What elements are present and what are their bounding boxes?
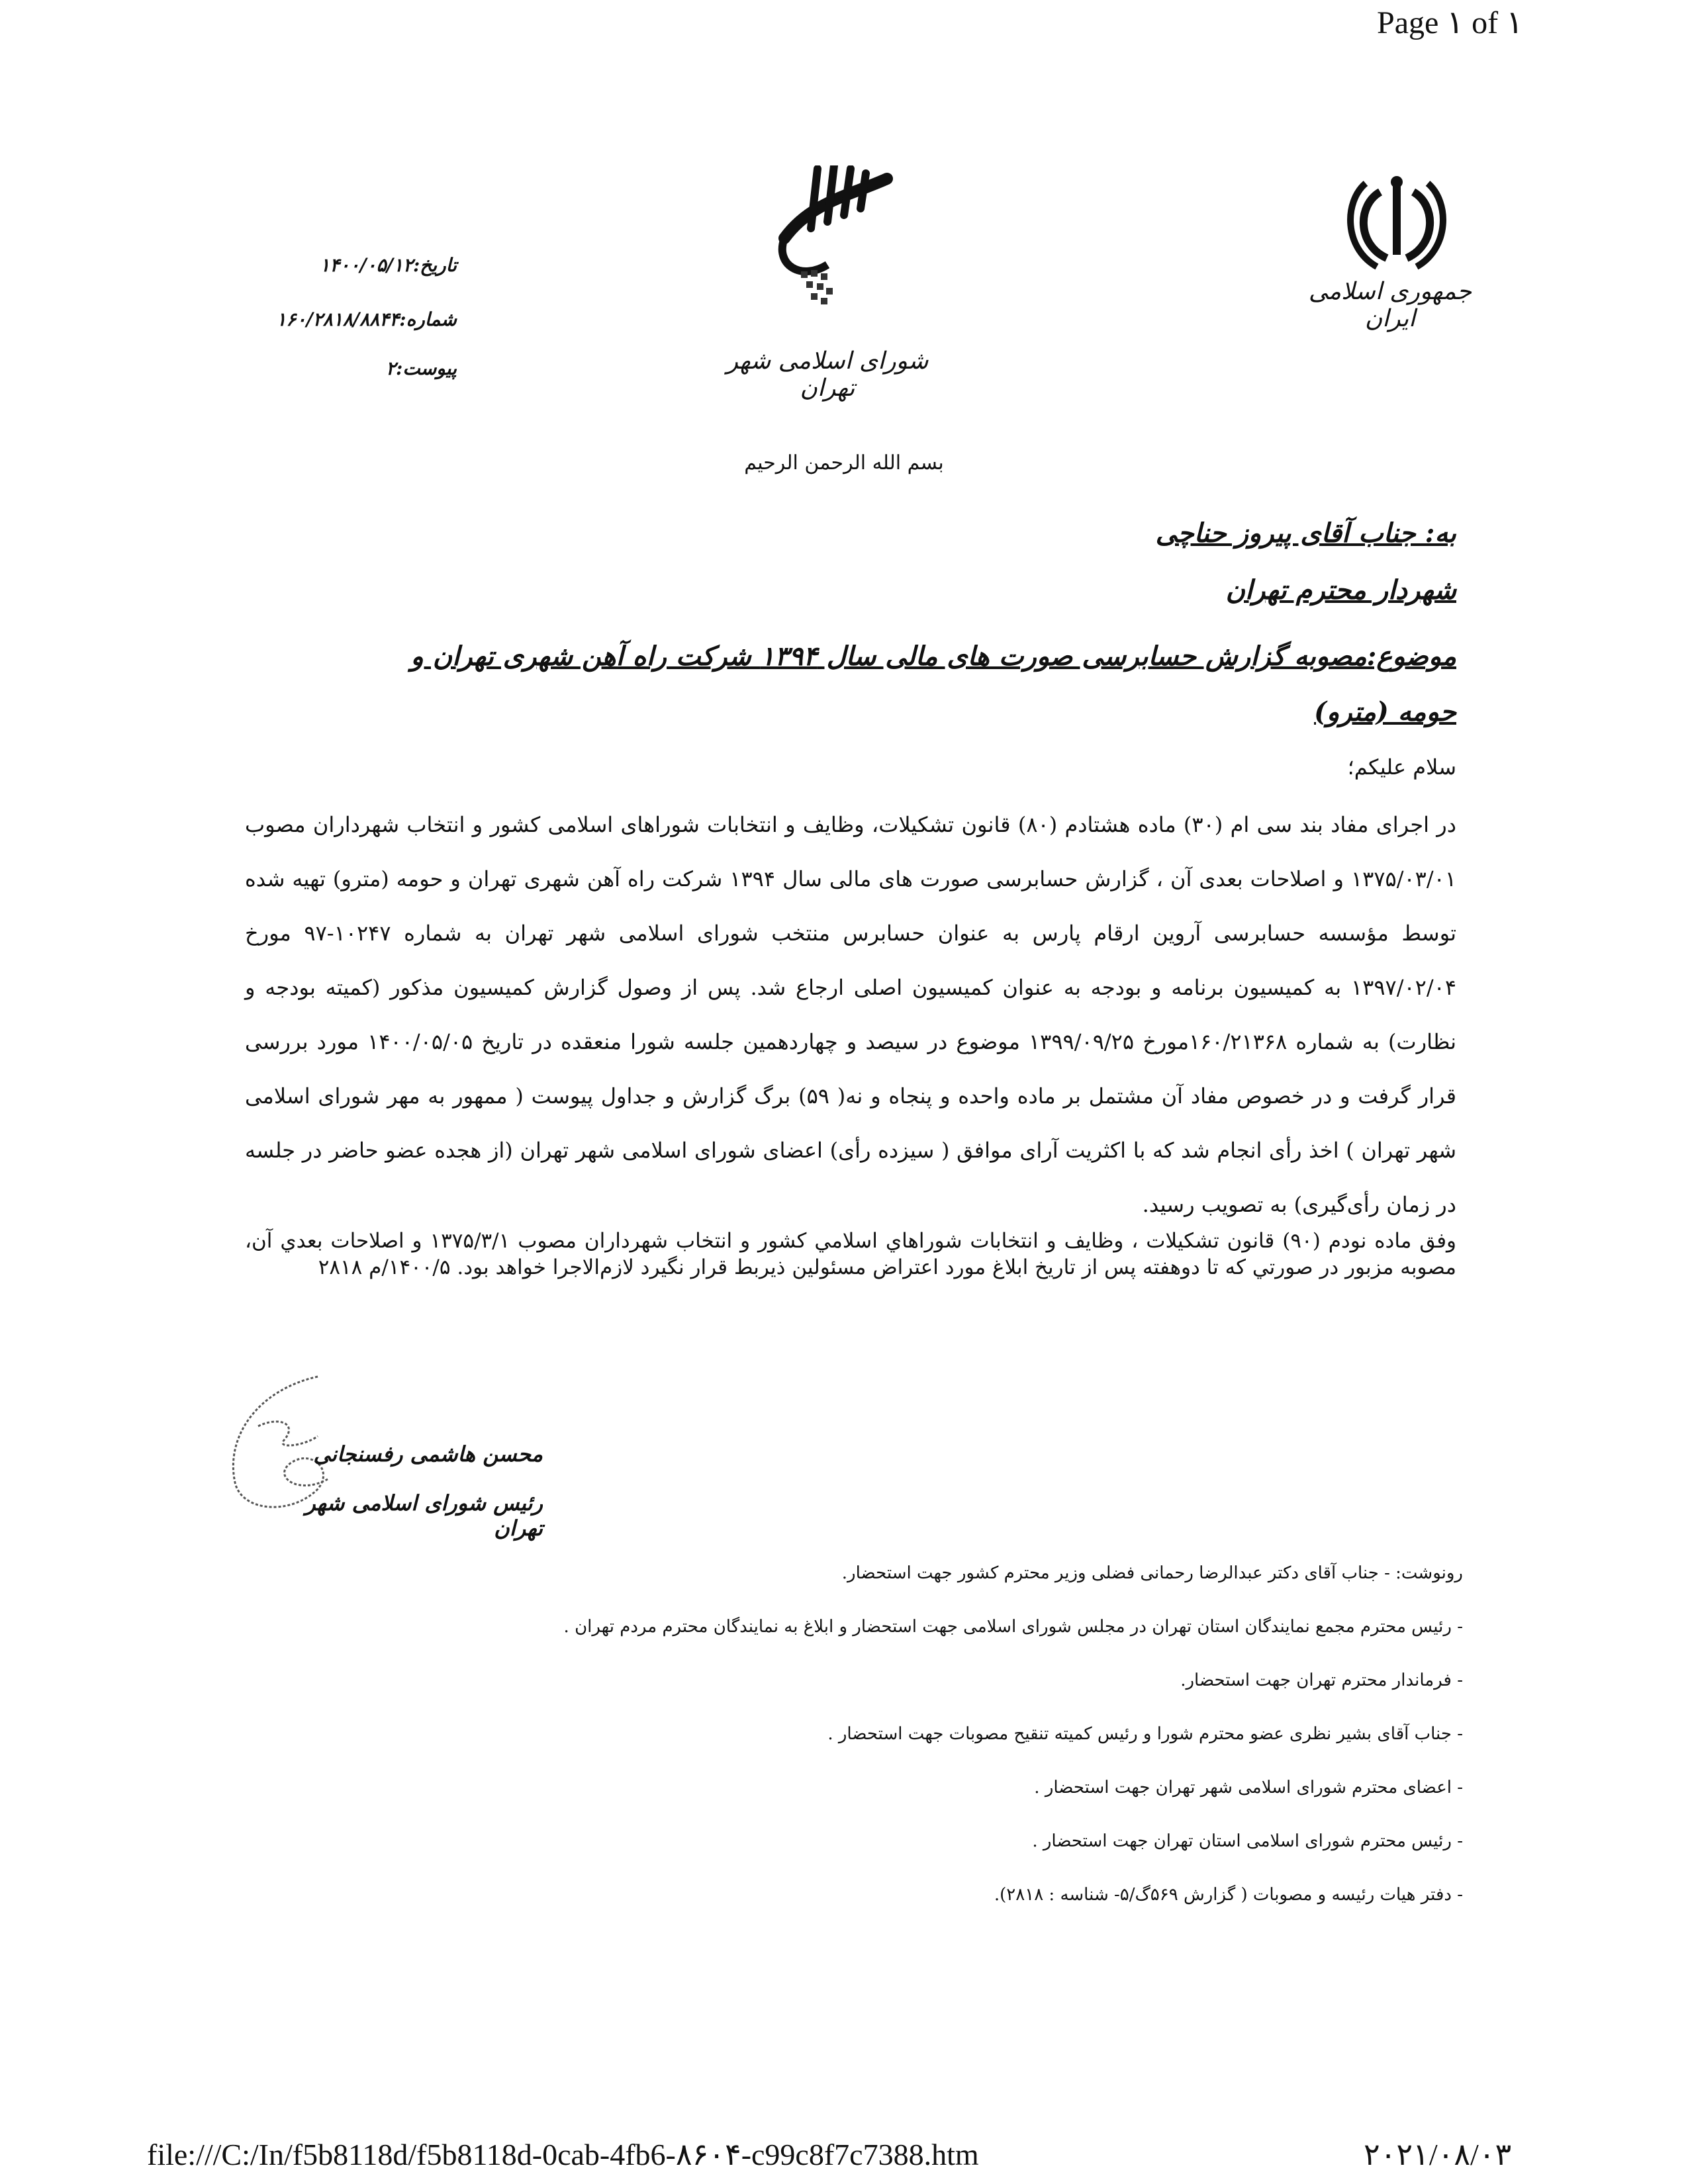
copy-recipient: - رئیس محترم مجمع نمایندگان استان تهران در مجلس شورای اسلامی جهت استحضار و ابلاغ به نمایندگان محترم مردم تهران . [563,1617,1463,1637]
greeting: سلام علیکم؛ [1347,754,1456,780]
footer-date: ۲۰۲۱/۰۸/۰۳ [1364,2138,1512,2171]
council-logo-icon [748,165,907,318]
letter-date: تاریخ:۱۴۰۰/۰۵/۱۲ [320,254,457,276]
addressee-title: شهردار محترم تهران [1225,574,1456,606]
letter-attachment: پیوست:۲ [385,357,457,379]
signer-name: محسن هاشمی رفسنجانی [313,1441,543,1467]
letter-subject: موضوع:مصوبه گزارش حسابرسی صورت های مالی سال ۱۳۹۴ شرکت راه آهن شهری تهران و حومه (مترو) [410,641,1456,727]
copy-recipient: - اعضای محترم شورای اسلامی شهر تهران جهت استحضار . [1034,1778,1463,1797]
copy-recipient: - فرماندار محترم تهران جهت استحضار. [1180,1670,1463,1690]
footer-file-path: file:///C:/In/f5b8118d/f5b8118d-0cab-4fb6-۸۶۰۴-c99c8f7c7388.htm [147,2138,979,2171]
body-paragraph: وفق ماده نودم (۹۰) قانون تشکیلات ، وظایف و انتخابات شوراهاي اسلامي كشور و انتخاب شهرداران مصوب ۱۳۷۵/۳/۱ و اصلاحات بعدي آن، مصوبه مزبور در صورتي كه تا دوهفته پس از تاريخ ابلاغ مورد اعتراض مسئولين ذيربط قرار نگيرد لازم‌الاجرا خواهد بود. ۱۴۰۰/۵/م ۲۸۱۸ [245,1229,1456,1279]
basmala: بسم الله الرحمن الرحیم [744,451,944,475]
addressee: به: جناب آقای پیروز حناچی [1155,518,1456,549]
signer-title: رئیس شورای اسلامی شهر تهران [305,1490,543,1541]
copy-recipient: - رئیس محترم شورای اسلامی استان تهران جهت استحضار . [1032,1831,1463,1851]
copy-recipient: - جناب آقای بشیر نظری عضو محترم شورا و رئیس کمیته تنقیح مصوبات جهت استحضار . [827,1724,1463,1744]
letter-number: شماره:۱۶۰/۲۸۱۸/۸۸۴۴ [276,308,457,330]
copy-recipient: - دفتر هیات رئیسه و مصوبات ( گزارش ۵۶۹گ/۵- شناسه : ۲۸۱۸). [994,1885,1463,1905]
body-paragraph: در اجرای مفاد بند سی ام (۳۰) ماده هشتادم (۸۰) قانون تشکیلات، وظایف و انتخابات شوراهای اسلامی کشور و انتخاب شهرداران مصوب ۱۳۷۵/۰۳/۰۱ و اصلاحات بعدی آن ، گزارش حسابرسی صورت های مالی سال ۱۳۹۴ شرکت راه آهن شهری تهران و حومه (مترو) تهیه شده توسط مؤسسه حسابرسی آروین ارقام پارس به عنوان حسابرس منتخب شورای اسلامی شهر تهران به شماره ۱۰۲۴۷-۹۷ مورخ ۱۳۹۷/۰۲/۰۴ به کمیسیون برنامه و بودجه به عنوان کمیسیون اصلی ارجاع شد. پس از وصول گزارش کمیسیون مذکور (کمیته بودجه و نظارت) به شماره ۱۶۰/۲۱۳۶۸مورخ ۱۳۹۹/۰۹/۲۵ موضوع در سیصد و چهاردهمین جلسه شورا منعقده در تاریخ ۱۴۰۰/۰۵/۰۵ مورد بررسی قرار گرفت و در خصوص مفاد آن مشتمل بر ماده واحده و پنجاه و نه( ۵۹) برگ گزارش و جداول پیوست ( ممهور به مهر شورای اسلامی شهر تهران ) اخذ رأی انجام شد که با اکثریت آرای موافق ( سیزده رأی) اعضای شورای اسلامی شهر تهران (از هجده عضو حاضر در جلسه در زمان رأی‌گیری) به تصویب رسید. [245,812,1457,1217]
iran-caption: جمهوری اسلامی ایران [1308,278,1472,332]
page-indicator: Page ۱ of ۱ [1377,5,1523,40]
council-caption: شورای اسلامی شهر تهران [726,347,929,402]
iran-emblem-icon [1340,175,1453,271]
copy-recipient: رونوشت: - جناب آقای دکتر عبدالرضا رحمانی فضلی وزیر محترم کشور جهت استحضار. [841,1563,1463,1583]
